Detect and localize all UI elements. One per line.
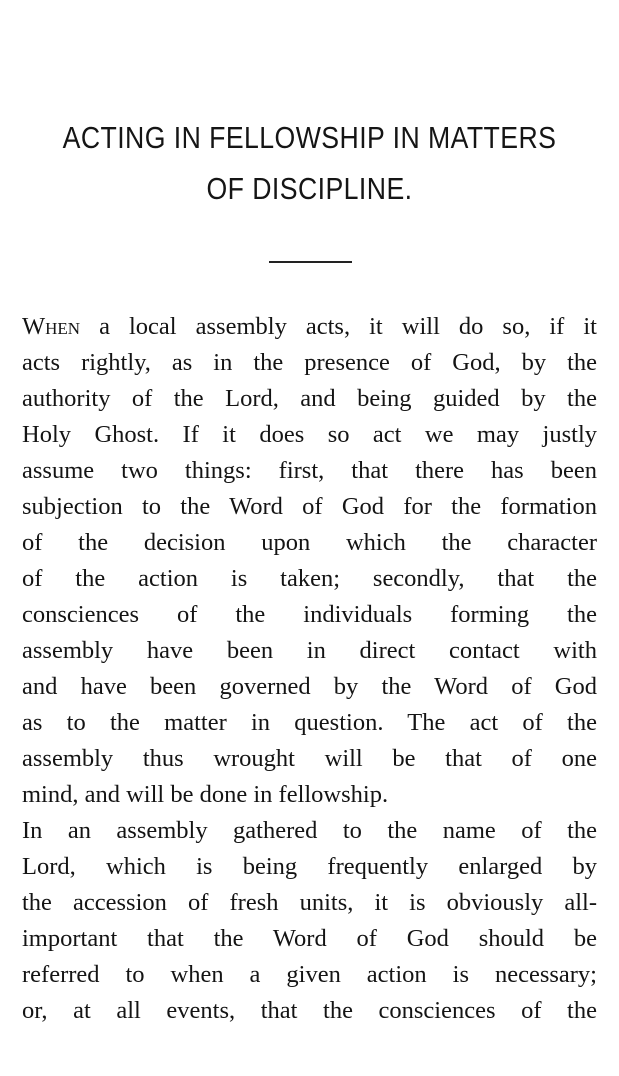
paragraph-line: or, at all events, that the consciences of the <box>22 997 597 1024</box>
paragraph-line: of the decision upon which the character <box>22 529 597 556</box>
paragraph-line: subjection to the Word of God for the formation <box>22 493 597 520</box>
paragraph-line <box>22 309 597 345</box>
chapter-title-line-1: ACTING IN FELLOWSHIP IN MATTERS <box>62 120 557 155</box>
paragraph-line: assembly thus wrought will be that of one <box>22 745 597 772</box>
paragraph-line: authority of the Lord, and being guided by the <box>22 385 597 412</box>
opening-word: When <box>22 313 81 340</box>
line-text: a local assembly acts, it will do so, if it <box>80 313 597 340</box>
paragraph-line: of the action is taken; secondly, that the <box>22 565 597 592</box>
paragraph-line: mind, and will be done in fellowship. <box>22 781 389 808</box>
paragraph-1 <box>22 309 597 813</box>
paragraph-2 <box>22 813 597 1029</box>
chapter-title-line-2: OF DISCIPLINE. <box>206 171 413 206</box>
paragraph-line: Holy Ghost. If it does so act we may justly <box>22 421 597 448</box>
paragraph-line: acts rightly, as in the presence of God, by the <box>22 349 597 376</box>
paragraph-line: the accession of fresh units, it is obviously all- <box>22 889 597 916</box>
paragraph-line: as to the matter in question. The act of the <box>22 709 597 736</box>
paragraph-line: In an assembly gathered to the name of the <box>22 817 597 844</box>
paragraph-line: assume two things: first, that there has been <box>22 457 597 484</box>
paragraph-line: and have been governed by the Word of God <box>22 673 597 700</box>
title-divider <box>269 261 352 263</box>
paragraph-line: important that the Word of God should be <box>22 925 597 952</box>
paragraph-line: referred to when a given action is necessary; <box>22 961 597 988</box>
paragraph-line: consciences of the individuals forming the <box>22 601 597 628</box>
paragraph-line: assembly have been in direct contact with <box>22 637 597 664</box>
paragraph-line: Lord, which is being frequently enlarged by <box>22 853 597 880</box>
